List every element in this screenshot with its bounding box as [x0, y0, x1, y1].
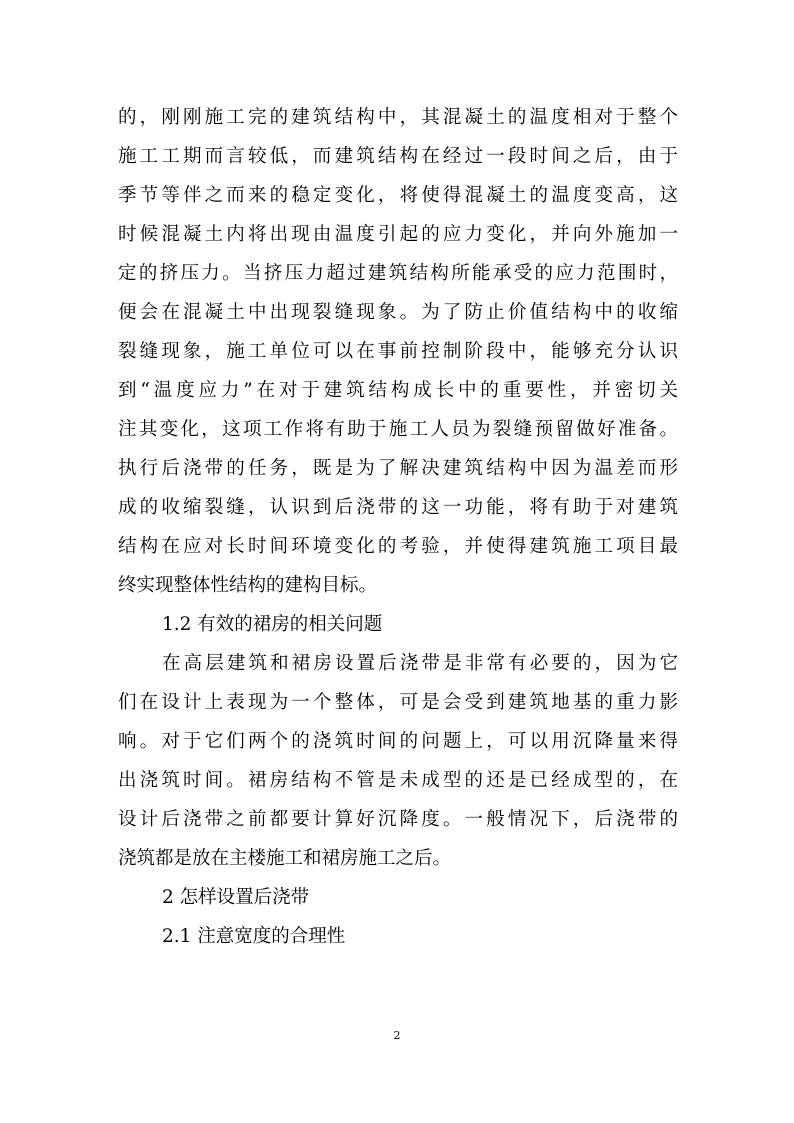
body-text-line: 执行后浇带的任务，既是为了解决建筑结构中因为温差而形 — [118, 458, 678, 479]
body-text-line: 施工工期而言较低，而建筑结构在经过一段时间之后，由于 — [118, 146, 678, 167]
body-text-line: 设计后浇带之前都要计算好沉降度。一般情况下，后浇带的 — [118, 809, 678, 830]
body-text-line: 注其变化，这项工作将有助于施工人员为裂缝预留做好准备。 — [118, 419, 678, 440]
body-text-line: 在高层建筑和裙房设置后浇带是非常有必要的，因为它 — [162, 653, 678, 674]
body-text-line: 时候混凝土内将出现由温度引起的应力变化，并向外施加一 — [118, 224, 678, 245]
body-text-line: 们在设计上表现为一个整体，可是会受到建筑地基的重力影 — [118, 692, 678, 713]
body-text-line: 浇筑都是放在主楼施工和裙房施工之后。 — [118, 848, 452, 869]
page-number: 2 — [393, 1029, 401, 1042]
body-text-line: 成的收缩裂缝，认识到后浇带的这一功能，将有助于对建筑 — [118, 497, 678, 518]
body-text-line: 裂缝现象，施工单位可以在事前控制阶段中，能够充分认识 — [118, 341, 678, 362]
section-heading-2-1: 2.1 注意宽度的合理性 — [162, 926, 346, 947]
section-heading-2: 2 怎样设置后浇带 — [162, 887, 310, 908]
body-text-line: 定的挤压力。当挤压力超过建筑结构所能承受的应力范围时， — [118, 263, 678, 284]
body-text-line: 出浇筑时间。裙房结构不管是未成型的还是已经成型的，在 — [118, 770, 678, 791]
body-text-line: 到“温度应力”在对于建筑结构成长中的重要性，并密切关 — [118, 380, 678, 401]
body-text-line: 结构在应对长时间环境变化的考验，并使得建筑施工项目最 — [118, 536, 678, 557]
body-text-line: 终实现整体性结构的建构目标。 — [118, 575, 378, 596]
section-heading-1-2: 1.2 有效的裙房的相关问题 — [162, 614, 383, 635]
body-text-line: 便会在混凝土中出现裂缝现象。为了防止价值结构中的收缩 — [118, 302, 678, 323]
body-text-line: 响。对于它们两个的浇筑时间的问题上，可以用沉降量来得 — [118, 731, 678, 752]
body-text-line: 季节等伴之而来的稳定变化，将使得混凝土的温度变高，这 — [118, 185, 678, 206]
body-text-line: 的，刚刚施工完的建筑结构中，其混凝土的温度相对于整个 — [118, 107, 678, 128]
